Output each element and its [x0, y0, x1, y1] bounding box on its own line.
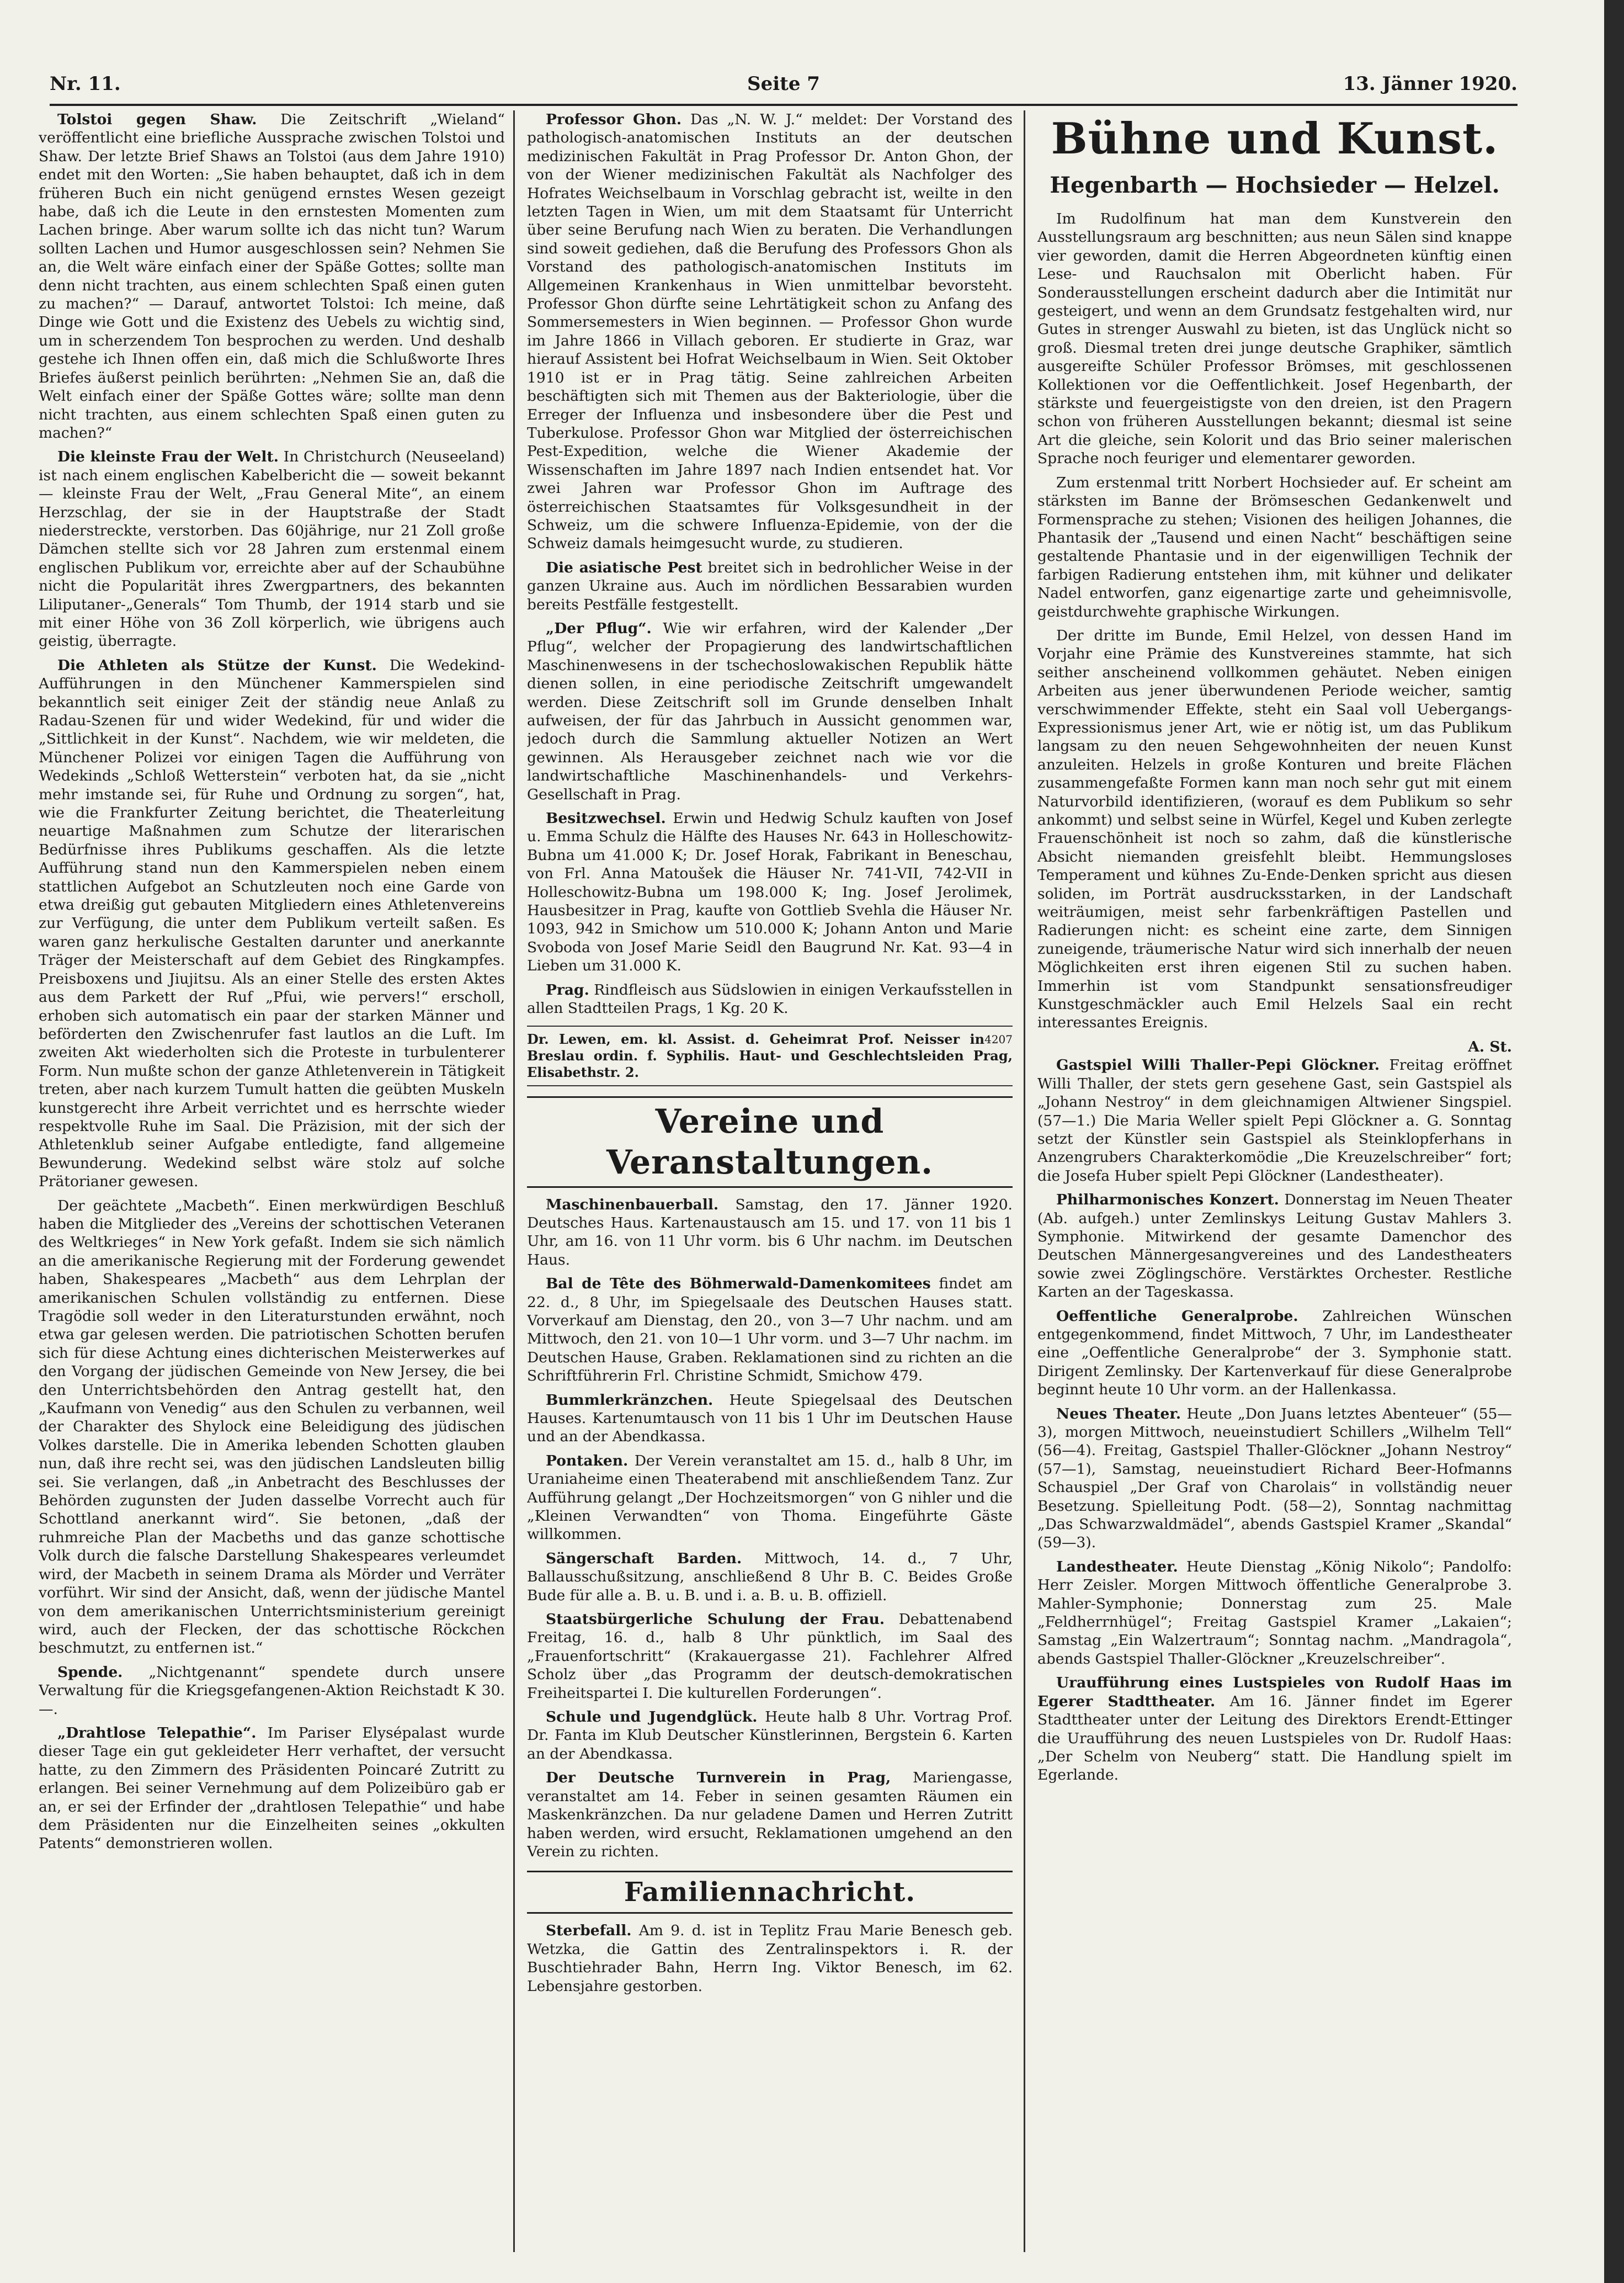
article-paragraph — [527, 1610, 1013, 1702]
article-paragraph — [1037, 210, 1512, 468]
article-lead: Besitzwechsel. — [546, 810, 666, 827]
article-lead: Professor Ghon. — [546, 111, 682, 128]
article-lead: Bal de Tête des Böhmerwald-Damenkomitees — [546, 1275, 931, 1293]
article-lead: Maschinenbauerball. — [546, 1196, 719, 1213]
article-text: In Christchurch (Neuseeland) ist nach einem englischen Kabelbericht die — soweit bekannt — kleinste Frau der Welt, „Frau General Mite“, an einem Herzschlag, der sie in der Hauptstraße der Stadt niederstreckte, verstorben. Das 60jährige, nur 21 Zoll große Dämchen stellte sich vor 28 Jahren zum erstenmal einem englischen Publikum vor, erreichte aber auf der Schaubühne nicht die Popularität ihres Zwergpartners, des bekannten Liliputaner-„Generals“ Tom Thumb, der 1914 starb und sie mit einer Höhe von 36 Zoll körperlich, wie übrigens auch geistig, überragte. — [39, 448, 505, 650]
article-text: Zahlreichen Wünschen entgegenkommend, findet Mittwoch, 7 Uhr, im Landestheater eine „Oeffentliche Generalprobe“ der 3. Symphonie statt. Dirigent Zemlinsky. Der Kartenverkauf für diese Generalprobe beginnt heute 10 Uhr vorm. an der Hallenkassa. — [1037, 1307, 1512, 1399]
article-paragraph — [39, 110, 505, 442]
article-text: Heute Dienstag „König Nikolo“; Pandolfo: Herr Zeisler. Morgen Mittwoch öffentliche Generalprobe 3. Mahler-Symphonie; Donnerstag zum 25. Male „Feldherrnhügel“; Freitag Gastspiel Kramer „Lakaien“; Samstag „Ein Walzertraum“; Sonntag nachm. „Mandragola“, abends Gastspiel Thaller-Glöckner „Kreuzelschreiber“. — [1037, 1558, 1512, 1668]
article-lead: Spende. — [57, 1663, 123, 1681]
article-paragraph — [527, 1196, 1013, 1270]
article-lead: Der Deutsche Turnverein in Prag, — [546, 1769, 891, 1787]
article-text: Heute „Don Juans letztes Abenteuer“ (55—3), morgen Mittwoch, neueinstudiert Schillers „Wilhelm Tell“ (56—4). Freitag, Gastspiel Thaller-Glöckner „Johann Nestroy“ (57—1), Samstag, neueinstudiert Richard Beer-Hofmanns Schauspiel „Der Graf von Charolais“ in vollständig neuer Besetzung. Spielleitung Podt. (58—2), Sonntag nachmittag „Das Schwarzwaldmädel“, abends Gastspiel Kramer „Skandal“ (59—3). — [1037, 1405, 1512, 1552]
article-text: Wie wir erfahren, wird der Kalender „Der Pflug“, welcher der Propagierung des landwirtschaftlichen Maschinenwesens in der tschechoslowakischen Republik hätte dienen sollen, in eine periodische Zeitschrift umgewandelt werden. Diese Zeitschrift soll im Grunde denselben Inhalt aufweisen, der für das Jahrbuch in Aussicht genommen war, jedoch durch die Sammlung aktueller Notizen an Wert gewinnen. Als Herausgeber zeichnet nach wie vor die landwirtschaftliche Maschinenhandels- und Verkehrs-Gesellschaft in Prag. — [527, 619, 1013, 803]
article-paragraph — [527, 1391, 1013, 1446]
article-lead: Tolstoi gegen Shaw. — [57, 111, 257, 128]
article-lead: Bummlerkränzchen. — [546, 1391, 714, 1409]
article-paragraph — [1037, 1405, 1512, 1552]
article-lead: Die kleinste Frau der Welt. — [57, 448, 279, 466]
article-paragraph — [1037, 474, 1512, 621]
article-text: Der Verein veranstaltet am 15. d., halb 8 Uhr, im Uraniaheime einen Theaterabend mit anschließendem Tanz. Zur Aufführung gelangt „Der Hochzeitsmorgen“ von G nihler und die „Kleinen Verwandten“ von Thoma. Eingeführte Gäste willkommen. — [527, 1452, 1013, 1543]
article-lead: Uraufführung eines Lustspieles von Rudolf Haas im Egerer Stadttheater. — [1037, 1674, 1512, 1710]
article-paragraph — [1037, 1307, 1512, 1399]
article-lead: „Drahtlose Telepathie“. — [57, 1724, 257, 1742]
article-lead: Landestheater. — [1056, 1558, 1178, 1575]
article-lead: Gastspiel Willi Thaller-Pepi Glöckner. — [1056, 1056, 1380, 1074]
article-paragraph — [527, 1549, 1013, 1605]
article-lead: Sängerschaft Barden. — [546, 1549, 742, 1567]
page-header — [50, 65, 1517, 106]
article-lead: Neues Theater. — [1056, 1405, 1181, 1422]
article-text: Freitag eröffnet Willi Thaller, der stets gern gesehene Gast, sein Gastspiel als „Johann Nestroy“ in dem gleichnamigen Altwiener Singspiel. (57—1.) Die Maria Weller spielt Pepi Glöckner a. G. Sonntag setzt der Künstler sein Gastspiel als Steinklopferhans in Anzengrubers Charakterkomödie „Die Kreuzelschreiber“ fort; die Josefa Huber spielt Pepi Glöckner (Landestheater). — [1037, 1056, 1512, 1185]
column-rule — [513, 110, 515, 2252]
issue-number: Nr. 11. — [50, 73, 121, 95]
article-paragraph — [527, 110, 1013, 553]
article-paragraph — [527, 981, 1013, 1018]
article-paragraph — [527, 619, 1013, 804]
article-lead: „Der Pflug“. — [546, 619, 652, 637]
article-paragraph — [39, 1197, 505, 1658]
article-text: Donnerstag im Neuen Theater (Ab. aufgeh.) unter Zemlinskys Leitung Gustav Mahlers 3. Symphonie. Mitwirkend der gesamte Damenchor des Deutschen Männergesangvereines und des Landestheaters sowie zwei Zöglingschöre. Verstärktes Orchester. Restliche Karten an der Tageskassa. — [1037, 1191, 1512, 1301]
article-lead: Die Athleten als Stütze der Kunst. — [57, 656, 377, 674]
article-paragraph — [527, 1452, 1013, 1544]
article-text: Am 9. d. ist in Teplitz Frau Marie Benesch geb. Wetzka, die Gattin des Zentralinspektors i. R. der Buschtiehrader Bahn, Herrn Ing. Viktor Benesch, im 62. Lebensjahre gestorben. — [527, 1922, 1013, 1995]
article-lead: Sterbefall. — [546, 1922, 632, 1940]
article-paragraph — [39, 448, 505, 650]
article-text: „Nichtgenannt“ spendete durch unsere Verwaltung für die Kriegsgefangenen-Aktion Reichstadt K 30.—. — [39, 1663, 505, 1718]
article-paragraph — [39, 656, 505, 1191]
article-paragraph — [527, 1275, 1013, 1385]
article-paragraph — [527, 1708, 1013, 1763]
article-paragraph — [1037, 1056, 1512, 1185]
article-text: Debattenabend Freitag, 16. d., halb 8 Uhr pünktlich, im Saal des „Frauenfortschritt“ (Krakauergasse 21). Fachlehrer Alfred Scholz über „das Programm der deutsch-demokratischen Freiheitspartei I. Die kulturellen Forderungen“. — [527, 1611, 1013, 1702]
article-text: Heute Spiegelsaal des Deutschen Hauses. Kartenumtausch von 11 bis 1 Uhr im Deutschen Hause und an der Abendkassa. — [527, 1391, 1013, 1446]
article-text: findet am 22. d., 8 Uhr, im Spiegelsaale des Deutschen Hauses statt. Vorverkauf am Dienstag, den 20., von 3—7 Uhr nachm. und am Mittwoch, den 21. von 10—1 Uhr vorm. und 3—7 Uhr nachm. im Deutschen Hause, Graben. Reklamationen sind zu richten an die Schriftführerin Frl. Christine Schmidt, Smichow 479. — [527, 1275, 1013, 1385]
article-paragraph — [39, 1724, 505, 1853]
article-text: Der geächtete „Macbeth“. Einen merkwürdigen Beschluß haben die Mitglieder des „Vereins der schottischen Veteranen des Weltkrieges“ in New York gefaßt. Indem sie sich nämlich an die amerikanische Regierung mit der Forderung gewendet haben, Shakespeares „Macbeth“ aus dem Lehrplan der amerikanischen Schulen vollständig zu entfernen. Diese Tragödie soll weder in den Literaturstunden erwähnt, noch etwa gar gelesen werden. Die patriotischen Schotten berufen sich für diese Achtung eines dichterischen Meisterwerkes auf den Vorgang der jüdischen Gemeinde von New Jersey, die bei den Unterrichtsbehörden den Antrag gestellt hat, den „Kaufmann von Venedig“ aus den Schulen zu verbannen, weil der Charakter des Shylock eine Beleidigung des jüdischen Volkes darstelle. Die in Amerika lebenden Schotten glauben nun, daß ihre recht sei, was den jüdischen Landsleuten billig sei. Sie verlangen, daß „in Anbetracht des Beschlusses der Behörden zugunsten der Juden dasselbe Vorrecht auch für Schottland anerkannt wird“. Sie betonen, „daß der ruhmreiche Plan der Macbeths und das ganze schottische Volk durch die falsche Darstellung Shakespeares verleumdet wird, der Macbeth in seinem Drama als Mörder und Verräter vorführt. Wir sind der Ansicht, daß, wenn der jüdische Mantel von dem amerikanischen Unterrichtsministerium gereinigt wird, auch der Flecken, der das schottische Röckchen beschmutzt, zu entfernen ist.“ — [39, 1197, 505, 1657]
article-text: Rindfleisch aus Südslowien in einigen Verkaufsstellen in allen Stadtteilen Prags, 1 Kg. 20 K. — [527, 981, 1013, 1017]
article-lead: Schule und Jugendglück. — [546, 1708, 758, 1726]
article-paragraph — [1037, 1674, 1512, 1784]
article-paragraph — [39, 1663, 505, 1718]
article-signature: A. St. — [1468, 1038, 1512, 1055]
section-title: Bühne und Kunst. — [1051, 114, 1499, 164]
column-left — [39, 110, 505, 2247]
article-text: Die Zeitschrift „Wieland“ veröffentlicht eine briefliche Aussprache zwischen Tolstoi und Shaw. Der letzte Brief Shaws an Tolstoi (aus dem Jahre 1910) endet mit den Worten: „Sie haben behauptet, daß ich in dem früheren Buch ein nicht genügend ernstes Wesen gezeigt habe, daß ich die Leute in den ernstesten Momenten zum Lachen bringe. Aber warum sollte ich das nicht tun? Warum sollten Lachen und Humor ausgeschlossen sein? Nehmen Sie an, die Welt wäre einfach einer der Späße Gottes; sollte man denn nicht trachten, aus einem schlechten Spaß einen guten zu machen?“ — Darauf, antwortet Tolstoi: Ich meine, daß Dinge wie Gott und die Existenz des Uebels zu wichtig sind, um in scherzendem Ton besprochen zu werden. Und deshalb gestehe ich Ihnen offen ein, daß mich die Schlußworte Ihres Briefes äußerst peinlich berührten: „Nehmen Sie an, daß die Welt einfach einer der Späße Gottes wäre; sollte man denn nicht trachten, aus einem schlechten Spaß einen guten zu machen?“ — [39, 111, 505, 442]
article-paragraph — [527, 559, 1013, 614]
article-lead: Die asiatische Pest — [546, 559, 702, 576]
theater-notices — [1037, 1056, 1512, 1784]
article-text: Im Rudolfinum hat man dem Kunstverein den Ausstellungsraum arg beschnitten; aus neun Sälen sind knappe vier geworden, damit die Herren Abgeordneten künftig einen Lese- und Rauchsalon mit Oberlicht haben. Für Sonderausstellungen erscheint dadurch aber die Intimität nur gesteigert, und wenn an dem Grundsatz festgehalten wird, nur Gutes in strenger Auswahl zu bieten, ist das Unglück nicht so groß. Diesmal treten drei junge deutsche Graphiker, sämtlich ausgereifte Schüler Professor Brömses, mit geschlossenen Kollektionen vor die Oeffentlichkeit. Josef Hegenbarth, der stärkste und feuergeistigste von den dreien, ist den Pragern schon von früheren Ausstellungen bekannt; diesmal ist seine Art die gleiche, sein Kolorit und das Brio seiner malerischen Sprache noch feuriger und elementarer geworden. — [1037, 210, 1512, 468]
article-text: Das „N. W. J.“ meldet: Der Vorstand des pathologisch-anatomischen Instituts an der deutschen medizinischen Fakultät in Prag Professor Dr. Anton Ghon, der von der Wiener medizinischen Fakultät als Nachfolger des Hofrates Weichselbaum in Vorschlag gebracht ist, weilte in den letzten Tagen in Wien, um mit dem Staatsamt für Unterricht über seine Berufung nach Wien zu beraten. Die Verhandlungen sind soweit gediehen, daß die Berufung des Professors Ghon als Vorstand des pathologisch-anatomischen Instituts im Allgemeinen Krankenhaus in Wien unmittelbar bevorsteht. Professor Ghon dürfte seine Lehrtätigkeit schon zu Anfang des Sommersemesters in Wien beginnen. — Professor Ghon wurde im Jahre 1866 in Villach geboren. Er studierte in Graz, war hierauf Assistent bei Hofrat Weichselbaum in Wien. Seit Oktober 1910 ist er in Prag tätig. Seine zahlreichen Arbeiten beschäftigten sich mit Themen aus der Bakteriologie, über die Erreger der Influenza und insbesondere über die Pest und Tuberkulose. Professor Ghon war Mitglied der österreichischen Pest-Expedition, welche die Wiener Akademie der Wissenschaften im Jahre 1897 nach Indien entsendet hat. Vor zwei Jahren war Professor Ghon im Auftrage des österreichischen Staatsamtes für Volksgesundheit in der Schweiz, um die schwere Influenza-Epidemie, von der die Schweiz damals heimgesucht wurde, zu studieren. — [527, 111, 1013, 553]
article-text: Samstag, den 17. Jänner 1920. Deutsches Haus. Kartenaustausch am 15. und 17. von 11 bis 1 Uhr, am 16. von 11 Uhr vorm. bis 6 Uhr nachm. im Deutschen Haus. — [527, 1196, 1013, 1268]
article-paragraph — [527, 1921, 1013, 1995]
article-text: Der dritte im Bunde, Emil Helzel, von dessen Hand im Vorjahr eine Prämie des Kunstvereines stammte, hat sich seither anscheinend vollkommen gehäutet. Neben einigen Arbeiten aus jener überwundenen Periode weicher, samtig verschwimmender Effekte, steht ein Saal voll Uebergangs-Expressionismus jener Art, wie er nötig ist, um das Publikum langsam zu den neuen Sehgewohnheiten der neuen Kunst anzuleiten. Helzels in große Konturen und breite Flächen zusammengefaßte Formen kann man noch sehr gut mit einem Naturvorbild identifizieren, (worauf es dem Publikum so sehr ankommt) und selbst seine in Würfel, Kegel und Kuben zerlegte Frauenschönheit ist noch so zahm, daß die künstlerische Absicht niemanden greisfehlt bleibt. Hemmungsloses Temperament und kühnes Zu-Ende-Denken spricht aus diesen soliden, im Porträt ausdrucksstarken, in der Landschaft weiträumigen, meist sehr farbenkräftigen Pastellen und Radierungen nicht: es scheint eine zarte, dem Sinnigen zuneigende, träumerische Natur wird sich innerhalb der neuen Möglichkeiten erst ihren eigenen Stil zu suchen haben. Immerhin ist vom Standpunkt sensationsfreudiger Kunstgeschmäckler auch Emil Helzels Saal ein recht interessantes Ereignis. — [1037, 627, 1512, 1032]
section-heading: Vereine und Veranstaltungen. — [527, 1096, 1013, 1188]
section-heading: Familiennachricht. — [527, 1871, 1013, 1914]
article-text: Am 16. Jänner findet im Egerer Stadttheater unter der Leitung des Direktors Erendt-Ettinger die Uraufführung des neuen Lustspieles von Dr. Rudolf Haas: „Der Schelm von Neuberg“ statt. Die Handlung spielt im Egerlande. — [1037, 1692, 1512, 1784]
article-text: Mittwoch, 14. d., 7 Uhr, Ballausschußsitzung, anschließend 8 Uhr B. C. Beides Große Bude für alle a. B. u. B. und i. a. B. u. B. offiziell. — [527, 1549, 1013, 1604]
ad-number: 4207 — [984, 1032, 1013, 1046]
article-text: breitet sich in bedrohlicher Weise in der ganzen Ukraine aus. Auch im nördlichen Bessarabien wurden bereits Pestfälle festgestellt. — [527, 559, 1013, 613]
article-text: Mariengasse, veranstaltet am 14. Feber in seinen gesamten Räumen ein Maskenkränzchen. Da nur geladene Damen und Herren Zutritt haben werden, wird ersucht, Reklamationen umgehend an den Verein zu richten. — [527, 1769, 1013, 1860]
column-middle — [527, 110, 1013, 2247]
article-paragraph — [1037, 627, 1512, 1032]
article-text: Zum erstenmal tritt Norbert Hochsieder auf. Er scheint am stärksten im Banne der Brömseschen Gedankenwelt und Formensprache zu stehen; Visionen des heiligen Johannes, die Phantasik der „Tausend und einen Nacht“ beschäftigen seine gestaltende Phantasie und in der eigenwilligen Technik der farbigen Radierung entstehen ihm, mit kühner und delikater Nadel entworfen, ganz eigenartige zarte und geheimnisvolle, geistdurchwehte graphische Wirkungen. — [1037, 474, 1512, 620]
article-paragraph — [1037, 1558, 1512, 1668]
article-paragraph — [527, 1769, 1013, 1861]
article-lead: Staatsbürgerliche Schulung der Frau. — [546, 1611, 885, 1628]
article-lead: Prag. — [546, 981, 589, 999]
column-rule — [1024, 110, 1025, 2252]
ad-text: Dr. Lewen, em. kl. Assist. d. Geheimrat Prof. Neisser in Breslau ordin. f. Syphilis. Haut- und Geschlechtsleiden Prag, Elisabethstr. 2. — [527, 1031, 1013, 1080]
article-paragraph — [527, 809, 1013, 975]
article-text: Im Pariser Elysépalast wurde dieser Tage ein gut gekleideter Herr verhaftet, der versucht hatte, zu den Zimmern des Präsidenten Poincaré Zutritt zu erlangen. Bei seiner Vernehmung auf dem Polizeibüro gab er an, er sei der Erfinder der „drahtlosen Telepathie“ und habe dem Präsidenten nur die Einzelheiten seines „okkulten Patents“ demonstrieren wollen. — [39, 1724, 505, 1852]
article-text: Die Wedekind-Aufführungen in den Münchener Kammerspielen sind bekanntlich seit einiger Zeit der ständig neue Anlaß zu Radau-Szenen für und wider Wedekind, für und wider die „Sittlichkeit in der Kunst“. Nachdem, wie wir meldeten, die Münchener Polizei vor einigen Tagen die Aufführung von Wedekinds „Schloß Wetterstein“ verboten hat, da sie „nicht mehr imstande sei, für Ruhe und Ordnung zu sorgen“, hat, wie die Frankfurter Zeitung berichtet, die Theaterleitung neuartige Maßnahmen zum Schutze der literarischen Bedürfnisse ihres Publikums geschaffen. Als die letzte Aufführung stand nun den Kammerspielen neben einem stattlichen Aufgebot an Schutzleuten noch eine Garde von etwa dreißig gut gebauten Mitgliedern eines Athletenvereins zur Verfügung, die unter dem Publikum verteilt saßen. Es waren ganz herkulische Gestalten darunter und anerkannte Träger der Meisterschaft auf dem Gebiet des Ringkampfes. Preisboxens und Jiujitsu. Als an einer Stelle des ersten Aktes aus dem Parkett der Ruf „Pfui, wie pervers!“ erscholl, erhoben sich automatisch ein paar der starken Männer und beförderten den Zwischenrufer fast lautlos an die Luft. Im zweiten Akt wiederholten sich die Proteste in turbulenterer Form. Nun mußte schon der ganze Athletenverein in Tätigkeit treten, aber nach kurzem Tumult hatten die geübten Muskeln kunstgerecht ihre Arbeit verrichtet und es herrschte wieder respektvolle Ruhe im Saal. Die Präzision, mit der sich der Athletenklub seiner Aufgabe entledigte, fand allgemeine Bewunderung. Wedekind selbst wäre stolz auf solche Prätorianer gewesen. — [39, 656, 505, 1191]
article-lead: Pontaken. — [546, 1452, 629, 1469]
page-number: Seite 7 — [747, 73, 820, 95]
advertisement-box — [527, 1026, 1013, 1086]
article-subtitle: Hegenbarth — Hochsieder — Helzel. — [1050, 172, 1500, 198]
column-right — [1037, 110, 1512, 2247]
article-lead: Oeffentliche Generalprobe. — [1056, 1307, 1298, 1325]
article-paragraph — [1037, 1191, 1512, 1301]
article-text: Erwin und Hedwig Schulz kauften von Josef u. Emma Schulz die Hälfte des Hauses Nr. 643 in Holleschowitz-Bubna um 41.000 K; Dr. Josef Horak, Fabrikant in Beneschau, von Frl. Anna Matoušek die Häuser Nr. 741-VII, 742-VII in Holleschowitz-Bubna um 198.000 K; Ing. Josef Jerolimek, Hausbesitzer in Prag, kaufte von Gottlieb Svehla die Häuser Nr. 1093, 942 in Smichow um 510.000 K; Johann Anton und Marie Svoboda von Josef Marie Seidl den Baugrund Nr. Kat. 93—4 in Lieben um 31.000 K. — [527, 810, 1013, 975]
issue-date: 13. Jänner 1920. — [1343, 73, 1517, 95]
article-body — [1037, 210, 1512, 1032]
article-text: Heute halb 8 Uhr. Vortrag Prof. Dr. Fanta im Klub Deutscher Künstlerinnen, Bergstein 6. Karten an der Abendkassa. — [527, 1708, 1013, 1762]
article-lead: Philharmonisches Konzert. — [1056, 1191, 1279, 1209]
